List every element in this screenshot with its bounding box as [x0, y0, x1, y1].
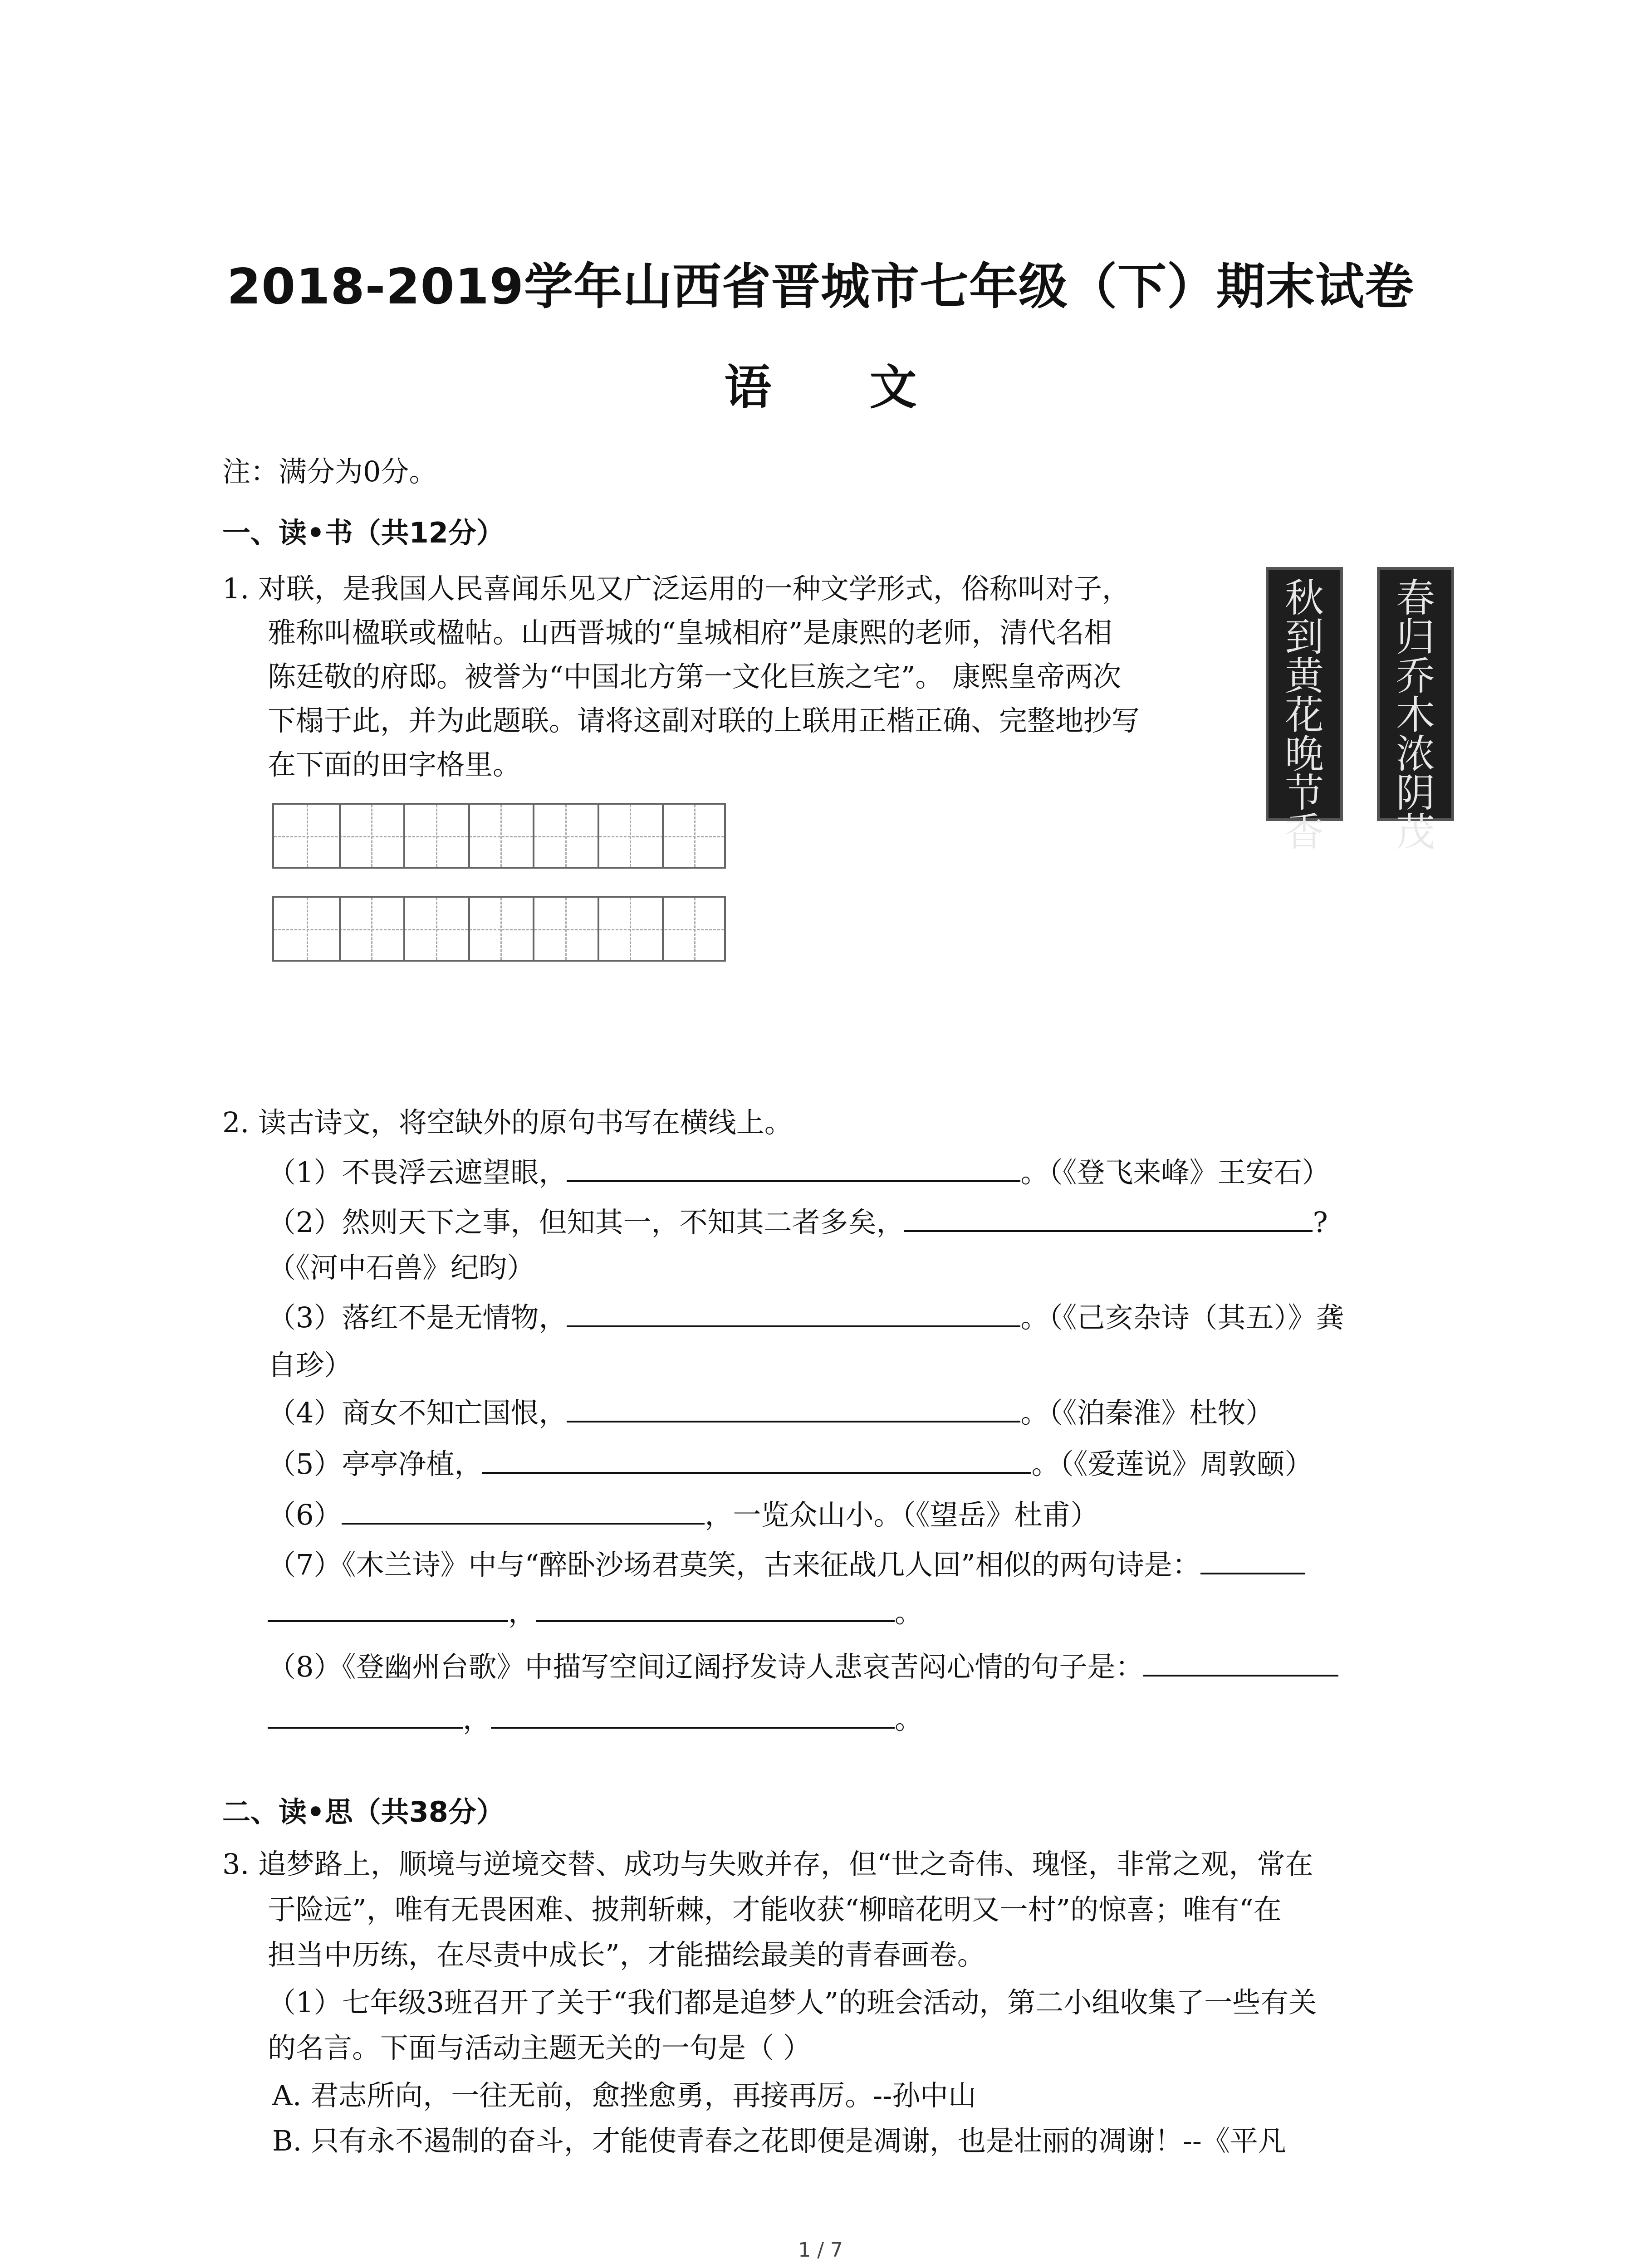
q2-item-6: （6） ，一览众山小。（《望岳》杜甫）: [268, 1492, 1098, 1538]
q1-line-2: 雅称叫楹联或楹帖。山西晋城的“皇城相府”是康熙的老师，清代名相: [268, 616, 1112, 649]
couplet-lower-scroll: 春 归 乔 木 浓 阴 茂: [1377, 567, 1454, 821]
q2-item-7: （7）《木兰诗》中与“醉卧沙场君莫笑，古来征战几人回”相似的两句诗是：: [268, 1542, 1305, 1588]
q3-option-b[interactable]: B. 只有永不遏制的奋斗，才能使青春之花即便是凋谢，也是壮丽的凋谢！--《平凡: [272, 2124, 1286, 2157]
page-number: 1 / 7: [798, 2239, 843, 2262]
q2-item-7-cont: ， 。: [268, 1590, 923, 1635]
q2-item-3-source: 自珍）: [268, 1349, 353, 1382]
q3-line-3: 担当中历练，在尽责中成长”，才能描绘最美的青春画卷。: [268, 1938, 985, 1971]
q2-item-5: （5）亭亭净植， 。（《爱莲说》周敦颐）: [268, 1442, 1313, 1487]
score-note: 注：满分为0分。: [222, 455, 437, 488]
blank-1[interactable]: [567, 1150, 1020, 1182]
blank-8a[interactable]: [1143, 1645, 1338, 1677]
q3-line-1: 3. 追梦路上，顺境与逆境交替、成功与失败并存，但“世之奇伟、瑰怪，非常之观，常在: [222, 1848, 1313, 1881]
blank-7b[interactable]: [268, 1590, 508, 1622]
exam-title: 2018-2019学年山西省晋城市七年级（下）期末试卷: [227, 259, 1414, 315]
blank-7a[interactable]: [1200, 1543, 1305, 1574]
tianzi-grid-row-1[interactable]: [272, 803, 726, 869]
blank-5[interactable]: [482, 1442, 1031, 1474]
q2-intro: 2. 读古诗文，将空缺外的原句书写在横线上。: [222, 1106, 793, 1139]
section-1-heading: 一、读•书（共12分）: [222, 516, 505, 549]
q1-line-5: 在下面的田字格里。: [268, 748, 521, 781]
q1-line-1: 1. 对联，是我国人民喜闻乐见又广泛运用的一种文学形式，俗称叫对子，: [222, 572, 1130, 605]
q2-item-2: （2）然则天下之事，但知其一，不知其二者多矣， ?: [268, 1200, 1328, 1245]
blank-7c[interactable]: [536, 1590, 895, 1622]
q2-item-3: （3）落红不是无情物， 。（《己亥杂诗（其五）》龚: [268, 1295, 1344, 1340]
blank-4[interactable]: [567, 1391, 1020, 1422]
q2-item-8-cont: ， 。: [268, 1696, 923, 1742]
q3-sub1-line-1: （1）七年级3班召开了关于“我们都是追梦人”的班会活动，第二小组收集了一些有关: [268, 1986, 1317, 2019]
q2-item-1: （1）不畏浮云遮望眼， 。（《登飞来峰》王安石）: [268, 1150, 1330, 1195]
blank-8b[interactable]: [268, 1697, 463, 1729]
blank-8c[interactable]: [491, 1697, 895, 1729]
q2-item-2-source: （《河中石兽》纪昀）: [268, 1251, 535, 1284]
q1-line-3: 陈廷敬的府邸。被誉为“中国北方第一文化巨族之宅”。 康熙皇帝两次: [268, 660, 1122, 693]
q3-option-a[interactable]: A. 君志所向，一往无前，愈挫愈勇，再接再厉。--孙中山: [272, 2079, 977, 2112]
couplet-upper-scroll: 秋 到 黄 花 晚 节 香: [1266, 567, 1343, 821]
blank-6[interactable]: [342, 1493, 705, 1525]
q3-line-2: 于险远”，唯有无畏困难、披荆斩棘，才能收获“柳暗花明又一村”的惊喜；唯有“在: [268, 1893, 1282, 1926]
blank-3[interactable]: [567, 1295, 1020, 1327]
subject-title: 语 文: [724, 360, 958, 415]
tianzi-grid-row-2[interactable]: [272, 896, 726, 962]
blank-2[interactable]: [904, 1200, 1313, 1232]
section-2-heading: 二、读•思（共38分）: [222, 1795, 505, 1828]
q2-item-4: （4）商女不知亡国恨， 。（《泊秦淮》杜牧）: [268, 1390, 1274, 1436]
q1-line-4: 下榻于此，并为此题联。请将这副对联的上联用正楷正确、完整地抄写: [268, 704, 1140, 737]
q2-item-8: （8）《登幽州台歌》中描写空间辽阔抒发诗人悲哀苦闷心情的句子是：: [268, 1644, 1338, 1690]
q3-sub1-line-2: 的名言。下面与活动主题无关的一句是（ ）: [268, 2031, 811, 2064]
